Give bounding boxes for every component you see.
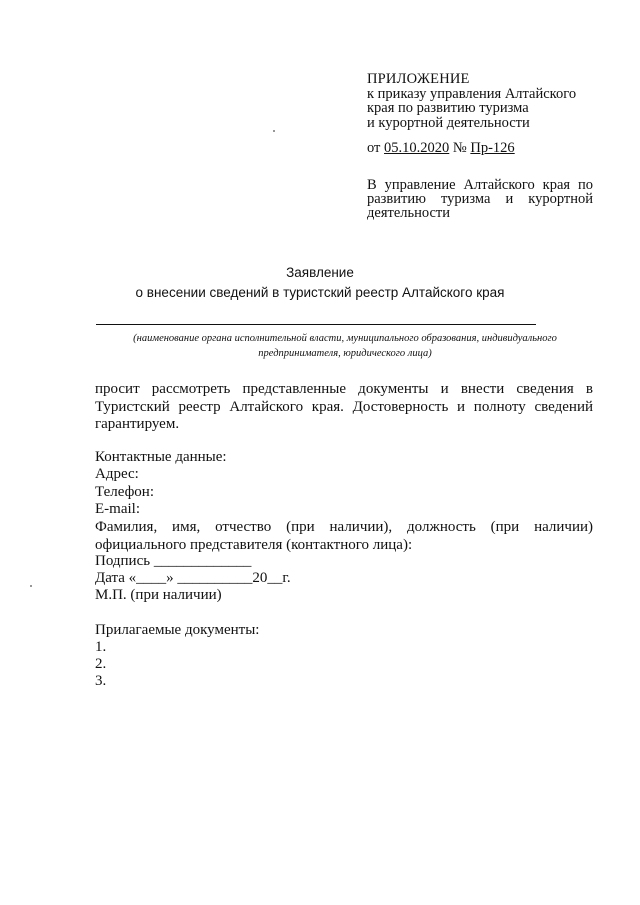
appendix-line-1: к приказу управления Алтайского bbox=[367, 85, 577, 102]
signature-field[interactable]: Подпись _____________ bbox=[95, 553, 252, 569]
address-field[interactable]: Адрес: bbox=[95, 466, 139, 482]
appendix-line-3: и курортной деятельности bbox=[367, 114, 530, 131]
scan-speck bbox=[30, 585, 32, 587]
order-from-label: от bbox=[367, 140, 381, 156]
order-number: Пр-126 bbox=[470, 140, 515, 156]
attachment-item-1[interactable]: 1. bbox=[95, 639, 107, 655]
representative-field[interactable]: Фамилия, имя, отчество (при наличии), должность (при наличии) официального представителя (контактного лица): bbox=[95, 519, 593, 553]
contacts-title: Контактные данные: bbox=[95, 449, 227, 465]
stamp-label: М.П. (при наличии) bbox=[95, 587, 222, 603]
attachment-item-3[interactable]: 3. bbox=[95, 673, 107, 689]
order-date: 05.10.2020 bbox=[384, 140, 450, 156]
document-subtitle: о внесении сведений в туристский реестр Алтайского края bbox=[135, 285, 505, 300]
applicant-caption: (наименование органа исполнительной власти, муниципального образования, индивидуального предпринимателя, юридического лица) bbox=[133, 333, 557, 359]
appendix-block bbox=[367, 72, 576, 130]
applicant-name-line[interactable] bbox=[96, 324, 536, 325]
appendix-title: ПРИЛОЖЕНИЕ bbox=[367, 71, 470, 87]
request-paragraph: просит рассмотреть представленные документы и внести сведения в Туристский реестр Алтайского края. Достоверность и полноту сведений гарантируем. bbox=[95, 381, 593, 432]
attachments-title: Прилагаемые документы: bbox=[95, 622, 260, 638]
order-number-label: № bbox=[452, 140, 467, 156]
attachment-item-2[interactable]: 2. bbox=[95, 656, 107, 672]
phone-field[interactable]: Телефон: bbox=[95, 484, 154, 500]
order-reference bbox=[367, 140, 515, 157]
document-title: Заявление bbox=[286, 265, 354, 280]
email-field[interactable]: E-mail: bbox=[95, 501, 140, 517]
scan-speck bbox=[273, 130, 275, 132]
addressee: В управление Алтайского края по развитию туризма и курортной деятельности bbox=[367, 177, 593, 221]
appendix-line-2: края по развитию туризма bbox=[367, 100, 529, 116]
date-field[interactable]: Дата «____» __________20__г. bbox=[95, 570, 291, 586]
